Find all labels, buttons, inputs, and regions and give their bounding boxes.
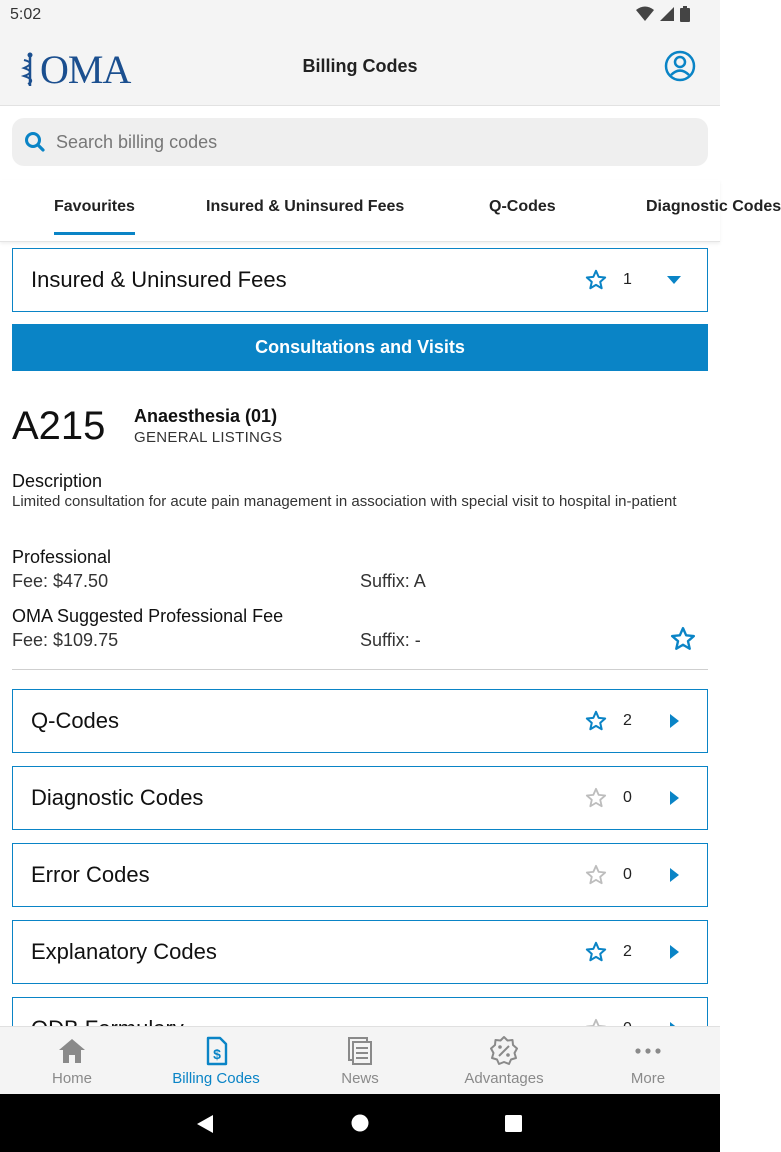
code-category: GENERAL LISTINGS: [134, 429, 283, 446]
section-error-codes[interactable]: [12, 843, 708, 907]
bottom-navigation: [0, 1026, 720, 1094]
section-count: 0: [623, 866, 632, 883]
star-empty-icon: [585, 864, 607, 886]
tab-q-codes[interactable]: Q-Codes: [489, 198, 556, 215]
system-navigation-bar: [0, 1094, 720, 1152]
nav-advantages[interactable]: [432, 1027, 576, 1095]
description-heading: Description: [12, 471, 103, 491]
caret-right-icon[interactable]: [665, 866, 683, 884]
section-count: 0: [623, 789, 632, 806]
discount-badge-icon: [488, 1035, 520, 1067]
subsection-banner: Consultations and Visits: [12, 324, 708, 371]
section-count: 2: [623, 712, 632, 729]
page-title: Billing Codes: [302, 56, 418, 76]
status-icons: [636, 6, 690, 22]
nav-label: News: [341, 1070, 379, 1087]
section-label: Diagnostic Codes: [31, 785, 204, 810]
caret-right-icon[interactable]: [665, 943, 683, 961]
professional-fee: Fee: $47.50: [12, 571, 109, 591]
cell-signal-icon: [660, 6, 674, 22]
svg-text:$: $: [213, 1046, 221, 1062]
more-dots-icon: [632, 1035, 664, 1067]
tab-insured-uninsured-fees[interactable]: Insured & Uninsured Fees: [206, 198, 405, 215]
section-diagnostic-codes[interactable]: [12, 766, 708, 830]
section-q-codes[interactable]: [12, 689, 708, 753]
app-bar: [0, 30, 720, 106]
section-label: Explanatory Codes: [31, 939, 217, 964]
nav-label: Billing Codes: [172, 1070, 260, 1087]
section-explanatory-codes[interactable]: [12, 920, 708, 984]
oma-suggested-heading: OMA Suggested Professional Fee: [12, 606, 284, 626]
section-count: 2: [623, 943, 632, 960]
oma-suggested-fee: Fee: $109.75: [12, 630, 119, 650]
recents-icon[interactable]: [505, 1115, 522, 1132]
nav-label: Home: [51, 1070, 92, 1087]
category-tabs: [0, 180, 781, 242]
favourite-star-icon[interactable]: [670, 626, 696, 652]
code-specialty: Anaesthesia (01): [134, 406, 278, 426]
section-count: 1: [623, 271, 632, 288]
professional-suffix: Suffix: A: [360, 571, 426, 591]
nav-label: Advantages: [464, 1070, 544, 1087]
oma-suggested-suffix: Suffix: -: [360, 630, 421, 650]
nav-home[interactable]: [0, 1027, 144, 1095]
home-circle-icon[interactable]: [351, 1114, 369, 1132]
news-icon: [344, 1035, 376, 1067]
nav-label: More: [630, 1070, 666, 1087]
nav-news[interactable]: [288, 1027, 432, 1095]
tab-diagnostic-codes[interactable]: Diagnostic Codes: [646, 198, 781, 215]
favourites-list[interactable]: [0, 242, 720, 1026]
battery-icon: [680, 6, 690, 22]
caret-right-icon[interactable]: [665, 712, 683, 730]
billing-document-icon: [200, 1035, 232, 1067]
home-icon: [56, 1035, 88, 1067]
search-input[interactable]: Search billing codes: [56, 132, 218, 152]
wifi-icon: [636, 6, 654, 22]
status-bar: [0, 0, 720, 30]
professional-heading: Professional: [12, 547, 112, 567]
star-filled-icon: [585, 710, 607, 732]
nav-billing-codes[interactable]: [144, 1027, 288, 1095]
section-label: Error Codes: [31, 862, 150, 887]
nav-more[interactable]: [576, 1027, 720, 1095]
billing-code: A215: [12, 404, 106, 448]
logo-text: OMA: [40, 47, 131, 92]
star-filled-icon: [585, 269, 607, 291]
star-empty-icon: [585, 787, 607, 809]
tab-favourites[interactable]: Favourites: [54, 198, 135, 215]
section-insured-uninsured-fees[interactable]: [12, 248, 708, 312]
divider: [12, 669, 708, 670]
star-filled-icon: [585, 941, 607, 963]
search-icon: [24, 131, 46, 153]
section-label: Insured & Uninsured Fees: [31, 267, 287, 292]
caret-right-icon[interactable]: [665, 789, 683, 807]
caret-down-icon[interactable]: [665, 271, 683, 289]
description-text: Limited consultation for acute pain management in association with special visit to hospital in-patient: [12, 493, 677, 510]
status-time: 5:02: [10, 6, 42, 23]
section-label: Q-Codes: [31, 708, 120, 733]
search-bar[interactable]: [12, 118, 708, 166]
back-icon[interactable]: [196, 1114, 214, 1134]
profile-icon[interactable]: [664, 50, 696, 82]
